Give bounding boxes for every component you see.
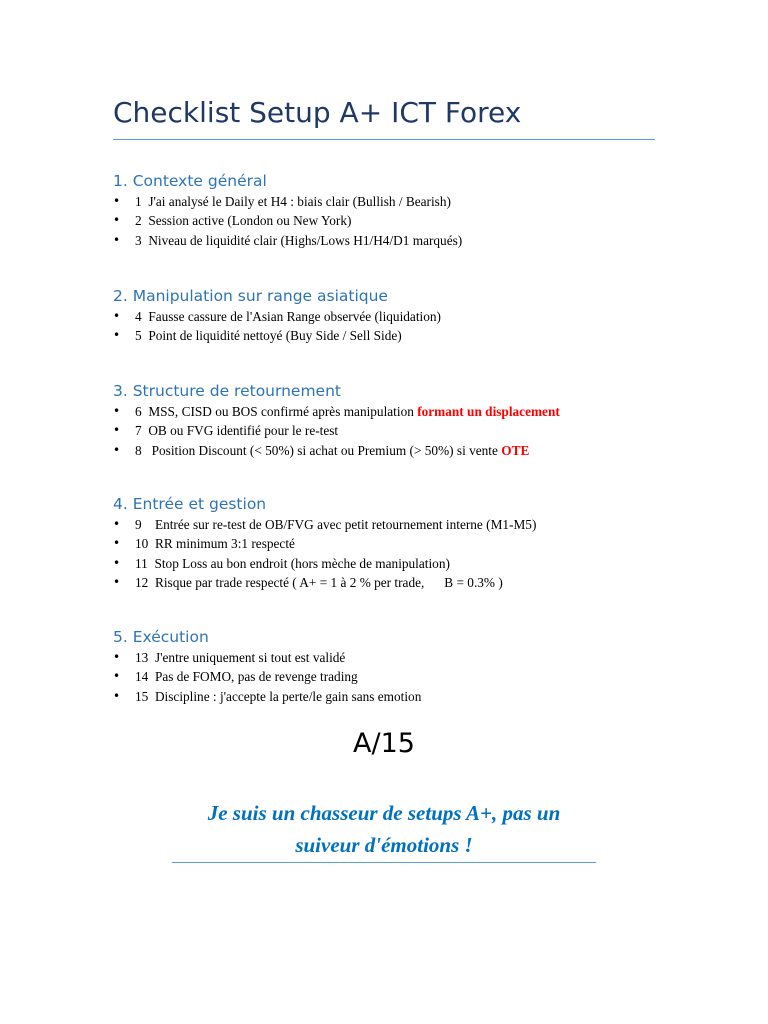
motto-line-1: Je suis un chasseur de setups A+, pas un [207, 801, 561, 825]
item-number: 14 [135, 669, 149, 685]
bullet-icon: • [113, 328, 121, 343]
item-number: 4 [135, 309, 142, 324]
item-text: J'ai analysé le Daily et H4 : biais clair (Bullish / Bearish) [148, 194, 451, 209]
checklist-item [113, 534, 713, 553]
bullet-icon: • [113, 423, 121, 438]
checklist-item [113, 515, 713, 534]
item-number: 1 [135, 194, 142, 209]
page-title: Checklist Setup A+ ICT Forex [113, 96, 522, 129]
checklist-item [113, 554, 713, 573]
section-5 [113, 628, 713, 706]
section-heading: 1. Contexte général [113, 172, 267, 190]
checklist-item [113, 307, 713, 326]
title-underline [113, 139, 655, 140]
checklist-item [113, 573, 713, 592]
motto-quote [0, 797, 768, 861]
bullet-icon: • [113, 517, 121, 531]
item-number: 13 [135, 650, 149, 665]
item-number: 7 [135, 423, 142, 439]
checklist-item [113, 326, 713, 345]
section-heading: 3. Structure de retournement [113, 382, 341, 400]
section-3 [113, 382, 713, 460]
item-number: 2 [135, 213, 142, 229]
checklist-item [113, 192, 713, 211]
checklist-item [113, 211, 713, 230]
checklist-item [113, 441, 713, 460]
item-text: Pas de FOMO, pas de revenge trading [154, 669, 358, 685]
section-4 [113, 495, 713, 592]
item-number: 6 [135, 404, 142, 419]
item-number: 15 [135, 688, 149, 704]
item-text: Position Discount (< 50%) si achat ou Premium (> 50%) si vente [148, 442, 502, 458]
item-text: Session active (London ou New York) [148, 213, 352, 229]
checklist-item [113, 402, 713, 421]
bullet-icon: • [113, 688, 121, 703]
section-heading: 5. Exécution [113, 628, 209, 646]
checklist-item [113, 231, 713, 250]
item-text: Risque par trade respecté ( A+ = 1 à 2 % per trade, B = 0.3% ) [154, 574, 503, 590]
item-number: 11 [135, 555, 148, 571]
checklist [113, 307, 713, 346]
item-text: Fausse cassure de l'Asian Range observée (liquidation) [148, 309, 441, 324]
item-text: OB ou FVG identifié pour le re-test [148, 423, 339, 439]
bullet-icon: • [113, 574, 121, 589]
bullet-icon: • [113, 442, 121, 457]
item-number: 5 [135, 328, 142, 344]
item-text: Entrée sur re-test de OB/FVG avec petit retournement interne (M1-M5) [148, 517, 537, 532]
item-number: 8 [135, 442, 142, 458]
checklist-item [113, 648, 713, 667]
item-number: 3 [135, 232, 142, 248]
checklist [113, 515, 713, 592]
item-highlight: OTE [501, 442, 530, 458]
section-heading: 4. Entrée et gestion [113, 495, 267, 513]
checklist [113, 192, 713, 250]
bullet-icon: • [113, 536, 121, 551]
item-text: RR minimum 3:1 respecté [154, 536, 295, 552]
bullet-icon: • [113, 669, 121, 684]
item-text: Point de liquidité nettoyé (Buy Side / Sell Side) [148, 328, 402, 344]
motto-underline [172, 862, 596, 863]
checklist [113, 648, 713, 706]
checklist [113, 402, 713, 460]
bullet-icon: • [113, 309, 121, 323]
item-text: J'entre uniquement si tout est validé [154, 650, 346, 665]
bullet-icon: • [113, 232, 121, 247]
checklist-item [113, 687, 713, 706]
item-text: Stop Loss au bon endroit (hors mèche de manipulation) [154, 555, 450, 571]
item-number: 10 [135, 536, 149, 552]
item-text: MSS, CISD ou BOS confirmé après manipulation [148, 404, 418, 419]
item-number: 9 [135, 517, 142, 532]
bullet-icon: • [113, 650, 121, 664]
item-number: 12 [135, 574, 149, 590]
bullet-icon: • [113, 194, 121, 208]
section-1 [113, 172, 713, 250]
motto-line-2: suiveur d'émotions ! [295, 833, 473, 857]
section-heading: 2. Manipulation sur range asiatique [113, 287, 388, 305]
bullet-icon: • [113, 555, 121, 570]
bullet-icon: • [113, 213, 121, 228]
item-text: Niveau de liquidité clair (Highs/Lows H1/H4/D1 marqués) [148, 232, 463, 248]
bullet-icon: • [113, 404, 121, 418]
section-2 [113, 287, 713, 346]
item-highlight: formant un displacement [417, 404, 560, 419]
score-label: A/15 [353, 728, 415, 759]
checklist-item [113, 421, 713, 440]
item-text: Discipline : j'accepte la perte/le gain sans emotion [154, 688, 422, 704]
checklist-item [113, 667, 713, 686]
